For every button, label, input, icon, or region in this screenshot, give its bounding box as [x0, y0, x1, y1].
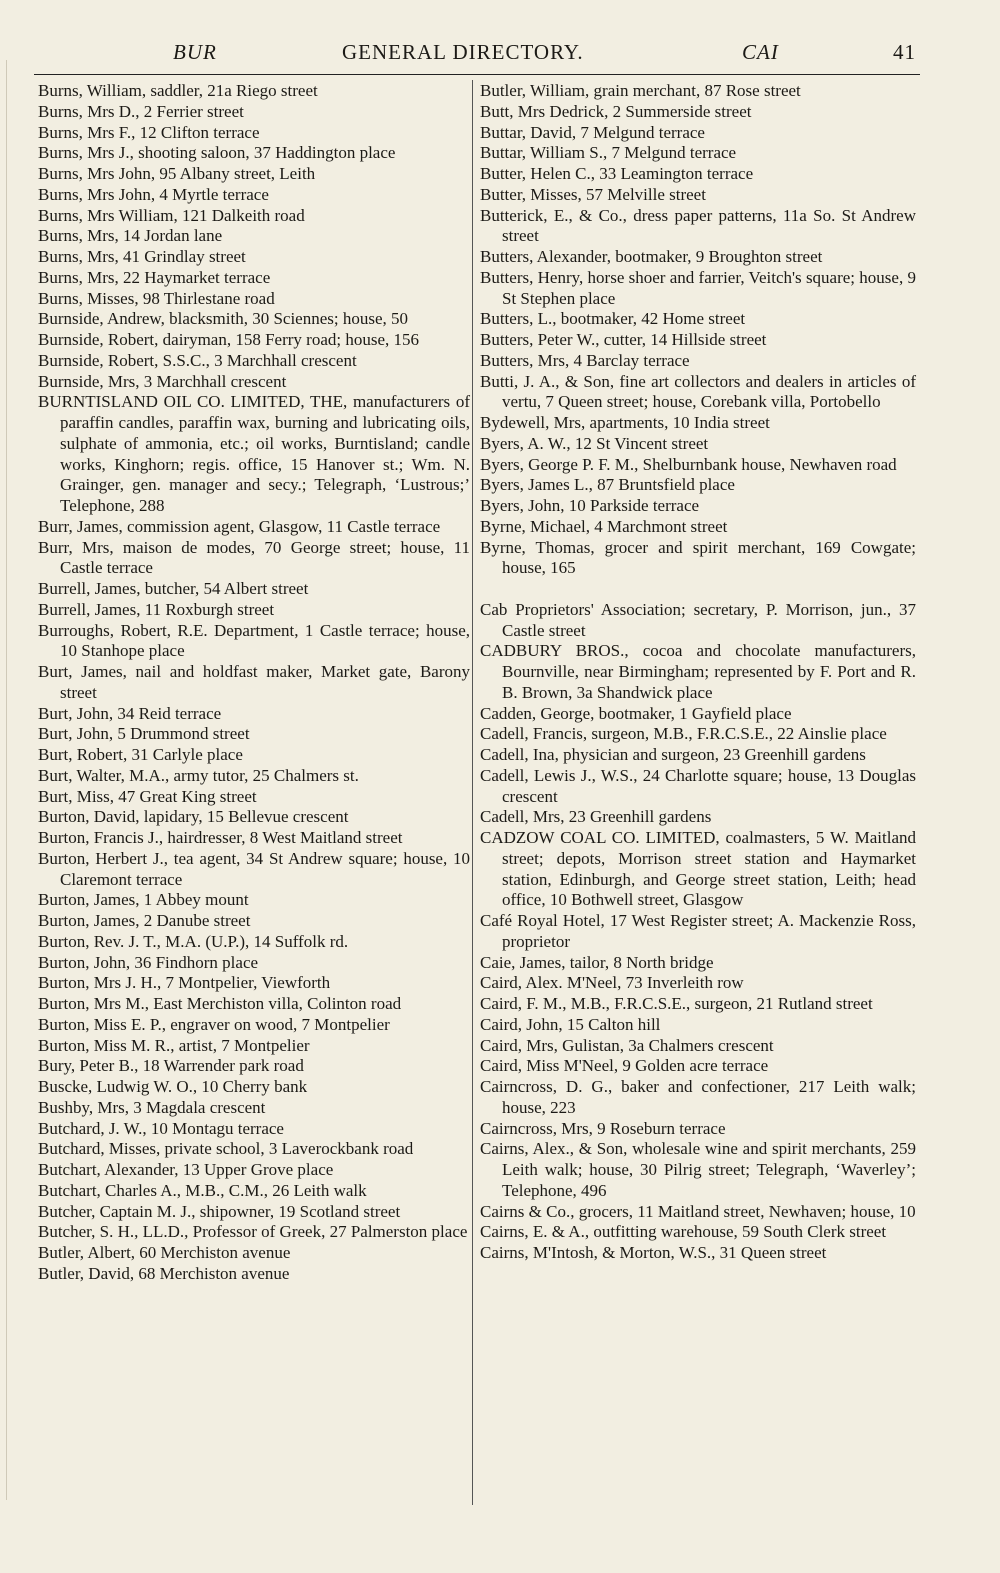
directory-entry: Cab Proprietors' Association; secretary, P. Morrison, jun., 37 Castle street	[480, 599, 916, 640]
directory-entry: Burr, Mrs, maison de modes, 70 George street; house, 11 Castle terrace	[38, 537, 470, 578]
page-number: 41	[893, 40, 916, 64]
directory-entry: Caird, Mrs, Gulistan, 3a Chalmers crescent	[480, 1035, 774, 1055]
directory-entry: Butcher, S. H., LL.D., Professor of Greek, 27 Palmerston place	[38, 1222, 468, 1242]
directory-entry: Cadden, George, bootmaker, 1 Gayfield place	[480, 703, 792, 723]
header-rule	[34, 74, 920, 75]
directory-entry: Burroughs, Robert, R.E. Department, 1 Castle terrace; house, 10 Stanhope place	[38, 620, 470, 661]
directory-entry: Butcher, Captain M. J., shipowner, 19 Scotland street	[38, 1201, 401, 1221]
directory-entry: Byers, James L., 87 Bruntsfield place	[480, 475, 735, 495]
right-column	[480, 81, 916, 1264]
directory-entry: Byers, George P. F. M., Shelburnbank house, Newhaven road	[480, 454, 897, 474]
directory-entry: Caird, John, 15 Calton hill	[480, 1014, 661, 1034]
directory-entry: Cairns & Co., grocers, 11 Maitland street, Newhaven; house, 10	[480, 1201, 916, 1221]
directory-entry: Burt, Miss, 47 Great King street	[38, 786, 257, 806]
directory-entry: Butters, L., bootmaker, 42 Home street	[480, 309, 746, 329]
directory-entry: Cadell, Mrs, 23 Greenhill gardens	[480, 807, 712, 827]
directory-entry: Butt, Mrs Dedrick, 2 Summerside street	[480, 101, 752, 121]
directory-entry: Burns, Mrs, 14 Jordan lane	[38, 226, 223, 246]
directory-entry: Burnside, Mrs, 3 Marchhall crescent	[38, 371, 287, 391]
directory-entry: Cairns, M'Intosh, & Morton, W.S., 31 Queen street	[480, 1243, 827, 1262]
directory-entry: Butter, Misses, 57 Melville street	[480, 184, 706, 204]
directory-entry: Butter, Helen C., 33 Leamington terrace	[480, 164, 754, 183]
directory-entry: Burnside, Andrew, blacksmith, 30 Sciennes; house, 50	[38, 309, 409, 329]
directory-entry: Cadell, Francis, surgeon, M.B., F.R.C.S.E., 22 Ainslie place	[480, 724, 887, 744]
directory-entry: Byrne, Michael, 4 Marchmont street	[480, 516, 728, 536]
directory-entry: Byrne, Thomas, grocer and spirit merchant, 169 Cowgate; house, 165	[480, 537, 916, 578]
directory-entry: Cairncross, Mrs, 9 Roseburn terrace	[480, 1118, 726, 1138]
directory-entry: Burns, Mrs John, 4 Myrtle terrace	[38, 184, 269, 204]
directory-entry: Byers, John, 10 Parkside terrace	[480, 496, 700, 515]
directory-entry: Burton, Mrs M., East Merchiston villa, Colinton road	[38, 994, 402, 1013]
directory-entry: Bushby, Mrs, 3 Magdala crescent	[38, 1097, 266, 1117]
directory-entry: Cadell, Ina, physician and surgeon, 23 Greenhill gardens	[480, 745, 866, 764]
directory-entry: Butters, Peter W., cutter, 14 Hillside street	[480, 330, 767, 349]
directory-entry: CADZOW COAL CO. LIMITED, coalmasters, 5 W. Maitland street; depots, Morrison street station and Haymarket station, Edinburgh, and George street station, Leith; head office, 10 Bothwell street, Glasgow	[480, 828, 916, 910]
directory-entry: Cairncross, D. G., baker and confectioner, 217 Leith walk; house, 223	[480, 1077, 916, 1117]
directory-entry: Burns, Mrs F., 12 Clifton terrace	[38, 122, 260, 142]
directory-entry: Burt, Robert, 31 Carlyle place	[38, 745, 243, 764]
directory-entry: Burnside, Robert, S.S.C., 3 Marchhall crescent	[38, 350, 357, 370]
directory-entry: Burton, James, 1 Abbey mount	[38, 890, 249, 910]
directory-entry: Burns, Mrs William, 121 Dalkeith road	[38, 205, 305, 225]
directory-entry: Burton, Miss M. R., artist, 7 Montpelier	[38, 1035, 310, 1055]
directory-entry: Burton, Herbert J., tea agent, 34 St Andrew square; house, 10 Claremont terrace	[38, 848, 470, 889]
directory-entry: Butchart, Alexander, 13 Upper Grove place	[38, 1160, 334, 1179]
directory-entry: Butchart, Charles A., M.B., C.M., 26 Leith walk	[38, 1180, 367, 1200]
directory-entry: Burns, Misses, 98 Thirlestane road	[38, 288, 275, 308]
directory-entry: Burton, David, lapidary, 15 Bellevue crescent	[38, 807, 349, 827]
directory-entry: Burton, Francis J., hairdresser, 8 West Maitland street	[38, 828, 403, 847]
directory-entry: Byers, A. W., 12 St Vincent street	[480, 433, 709, 453]
directory-entry: Burnside, Robert, dairyman, 158 Ferry road; house, 156	[38, 330, 420, 349]
directory-entry: Butchard, J. W., 10 Montagu terrace	[38, 1118, 284, 1138]
directory-entry: Café Royal Hotel, 17 West Register street; A. Mackenzie Ross, proprietor	[480, 911, 916, 951]
binding-edge	[6, 60, 7, 1500]
header-left-guide: BUR	[173, 40, 217, 64]
directory-entry: Cairns, Alex., & Son, wholesale wine and spirit merchants, 259 Leith walk; house, 30 Pilrig street; Telegraph, ‘Waverley’; Telephone, 496	[480, 1139, 916, 1200]
right-column-c-section	[480, 600, 916, 1264]
directory-entry: Butler, Albert, 60 Merchiston avenue	[38, 1243, 291, 1262]
directory-entry: Burrell, James, 11 Roxburgh street	[38, 599, 275, 619]
column-divider	[472, 80, 473, 1505]
directory-entry: Burns, Mrs J., shooting saloon, 37 Haddington place	[38, 143, 396, 163]
directory-entry: Burton, Mrs J. H., 7 Montpelier, Viewforth	[38, 973, 331, 993]
directory-entry: Butchard, Misses, private school, 3 Laverockbank road	[38, 1139, 414, 1159]
directory-entry: Butters, Mrs, 4 Barclay terrace	[480, 350, 690, 370]
directory-entry: Burrell, James, butcher, 54 Albert street	[38, 579, 309, 598]
right-column-b-section	[480, 81, 916, 579]
directory-entry: Caird, Alex. M'Neel, 73 Inverleith row	[480, 973, 744, 993]
directory-entry: BURNTISLAND OIL CO. LIMITED, THE, manufacturers of paraffin candles, paraffin wax, burning and lubricating oils, sulphate of ammonia, etc.; oil works, Burntisland; candle works, Kinghorn; regis. office, 15 Hanover st.; Wm. N. Grainger, gen. manager and secy.; Telegraph, ‘Lustrous;’ Telephone, 288	[38, 392, 470, 515]
directory-entry: Caie, James, tailor, 8 North bridge	[480, 952, 714, 972]
directory-entry: Burt, Walter, M.A., army tutor, 25 Chalmers st.	[38, 765, 359, 785]
directory-entry: Burton, John, 36 Findhorn place	[38, 952, 259, 972]
directory-entry: Bury, Peter B., 18 Warrender park road	[38, 1056, 304, 1076]
directory-entry: Bydewell, Mrs, apartments, 10 India street	[480, 413, 770, 432]
directory-entry: Butterick, E., & Co., dress paper patterns, 11a So. St Andrew street	[480, 205, 916, 246]
directory-entry: Butti, J. A., & Son, fine art collectors and dealers in articles of vertu, 7 Queen street; house, Corebank villa, Portobello	[480, 371, 916, 412]
running-header	[0, 40, 1000, 70]
directory-entry: Burns, Mrs D., 2 Ferrier street	[38, 101, 244, 121]
directory-entry: Burns, Mrs, 22 Haymarket terrace	[38, 267, 271, 287]
section-gap	[480, 579, 916, 600]
left-column	[38, 81, 470, 1285]
directory-entry: Burt, James, nail and holdfast maker, Market gate, Barony street	[38, 662, 470, 702]
directory-entry: Burr, James, commission agent, Glasgow, 11 Castle terrace	[38, 516, 441, 536]
directory-entry: Burt, John, 5 Drummond street	[38, 724, 250, 744]
directory-entry: Cairns, E. & A., outfitting warehouse, 59 South Clerk street	[480, 1222, 887, 1242]
directory-entry: Butler, David, 68 Merchiston avenue	[38, 1263, 290, 1283]
directory-entry: Burns, Mrs, 41 Grindlay street	[38, 247, 246, 266]
directory-entry: Burns, Mrs John, 95 Albany street, Leith	[38, 164, 316, 183]
directory-entry: Burns, William, saddler, 21a Riego street	[38, 81, 318, 100]
directory-entry: Buttar, William S., 7 Melgund terrace	[480, 143, 737, 163]
directory-entry: Butler, William, grain merchant, 87 Rose street	[480, 81, 801, 100]
directory-entry: Buscke, Ludwig W. O., 10 Cherry bank	[38, 1077, 308, 1096]
directory-entry: Burton, Miss E. P., engraver on wood, 7 Montpelier	[38, 1014, 390, 1034]
directory-entry: Caird, F. M., M.B., F.R.C.S.E., surgeon, 21 Rutland street	[480, 994, 873, 1013]
directory-entry: Butters, Henry, horse shoer and farrier, Veitch's square; house, 9 St Stephen place	[480, 267, 916, 308]
directory-entry: CADBURY BROS., cocoa and chocolate manufacturers, Bournville, near Birmingham; represented by F. Port and R. B. Brown, 3a Shandwick place	[480, 641, 916, 702]
directory-entry: Burt, John, 34 Reid terrace	[38, 703, 222, 723]
directory-entry: Burton, Rev. J. T., M.A. (U.P.), 14 Suffolk rd.	[38, 931, 349, 951]
header-title: GENERAL DIRECTORY.	[342, 40, 584, 64]
directory-entry: Burton, James, 2 Danube street	[38, 911, 251, 930]
header-right-guide: CAI	[742, 40, 779, 64]
directory-entry: Butters, Alexander, bootmaker, 9 Broughton street	[480, 247, 823, 266]
directory-entry: Buttar, David, 7 Melgund terrace	[480, 122, 705, 142]
directory-entry: Caird, Miss M'Neel, 9 Golden acre terrace	[480, 1056, 769, 1076]
directory-entry: Cadell, Lewis J., W.S., 24 Charlotte square; house, 13 Douglas crescent	[480, 765, 916, 806]
